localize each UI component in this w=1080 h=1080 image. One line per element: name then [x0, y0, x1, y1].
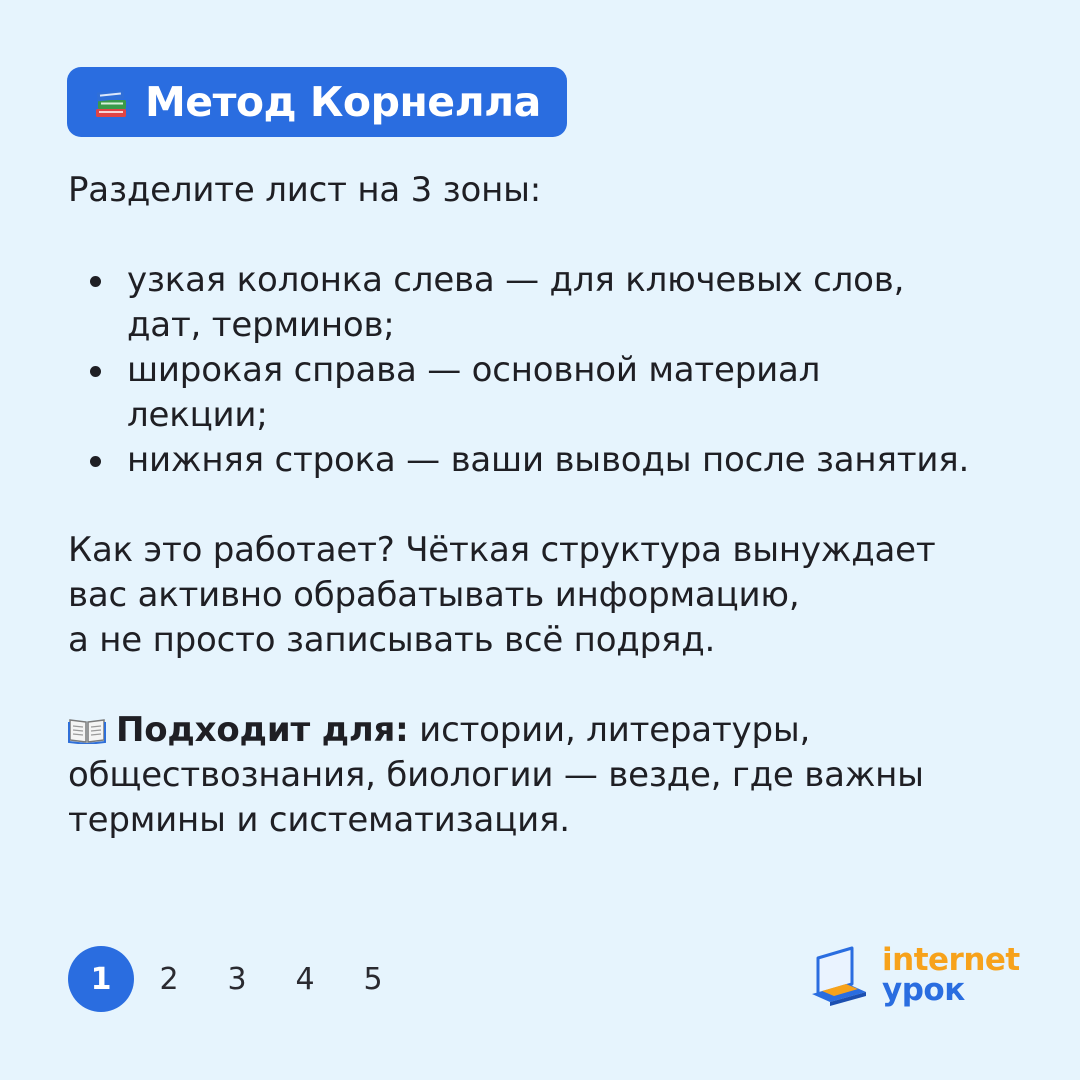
bullet-dot	[90, 276, 101, 287]
suits-label: Подходит для:	[116, 710, 409, 750]
list-item	[68, 348, 1028, 438]
brand-logo	[808, 944, 1020, 1006]
bullet-dot	[90, 366, 101, 377]
list-item-line: узкая колонка слева — для ключевых слов,	[127, 260, 905, 300]
page-4-button[interactable]: 4	[295, 961, 315, 997]
list-item-line: дат, терминов;	[127, 305, 395, 345]
open-book-icon	[68, 716, 106, 744]
text-line: термины и систематизация.	[68, 800, 570, 840]
page-2-button[interactable]: 2	[159, 961, 179, 997]
list-item-line: лекции;	[127, 395, 268, 435]
text-line: обществознания, биологии — везде, где важны	[68, 755, 924, 795]
logo-line-urok: урок	[882, 972, 965, 1008]
page-1-button[interactable]: 1	[68, 946, 134, 1012]
page-5-button[interactable]: 5	[363, 961, 383, 997]
bullet-dot	[90, 456, 101, 467]
intro-text: Разделите лист на 3 зоны:	[68, 170, 542, 210]
list-item	[68, 438, 1028, 483]
suits-subjects: истории, литературы,	[408, 710, 811, 750]
books-icon	[91, 82, 131, 122]
title-badge	[67, 67, 567, 137]
list-item-line: нижняя строка — ваши выводы после занятия.	[127, 440, 970, 480]
main-content	[68, 168, 1028, 843]
laptop-book-logo-icon	[808, 944, 870, 1006]
list-item-line: широкая справа — основной материал	[127, 350, 821, 390]
how-it-works-text	[68, 528, 1028, 663]
text-line: а не просто записывать всё подряд.	[68, 620, 716, 660]
zones-list	[68, 258, 1028, 483]
page-3-button[interactable]: 3	[227, 961, 247, 997]
text-line: Как это работает? Чёткая структура вынуждает	[68, 530, 936, 570]
text-line: вас активно обрабатывать информацию,	[68, 575, 800, 615]
page-title: Метод Корнелла	[145, 77, 541, 126]
logo-line-internet: internet	[882, 942, 1020, 978]
logo-wordmark	[882, 942, 1020, 1008]
list-item	[68, 258, 1028, 348]
pagination	[68, 946, 408, 1012]
suits-for-text	[68, 708, 1028, 843]
